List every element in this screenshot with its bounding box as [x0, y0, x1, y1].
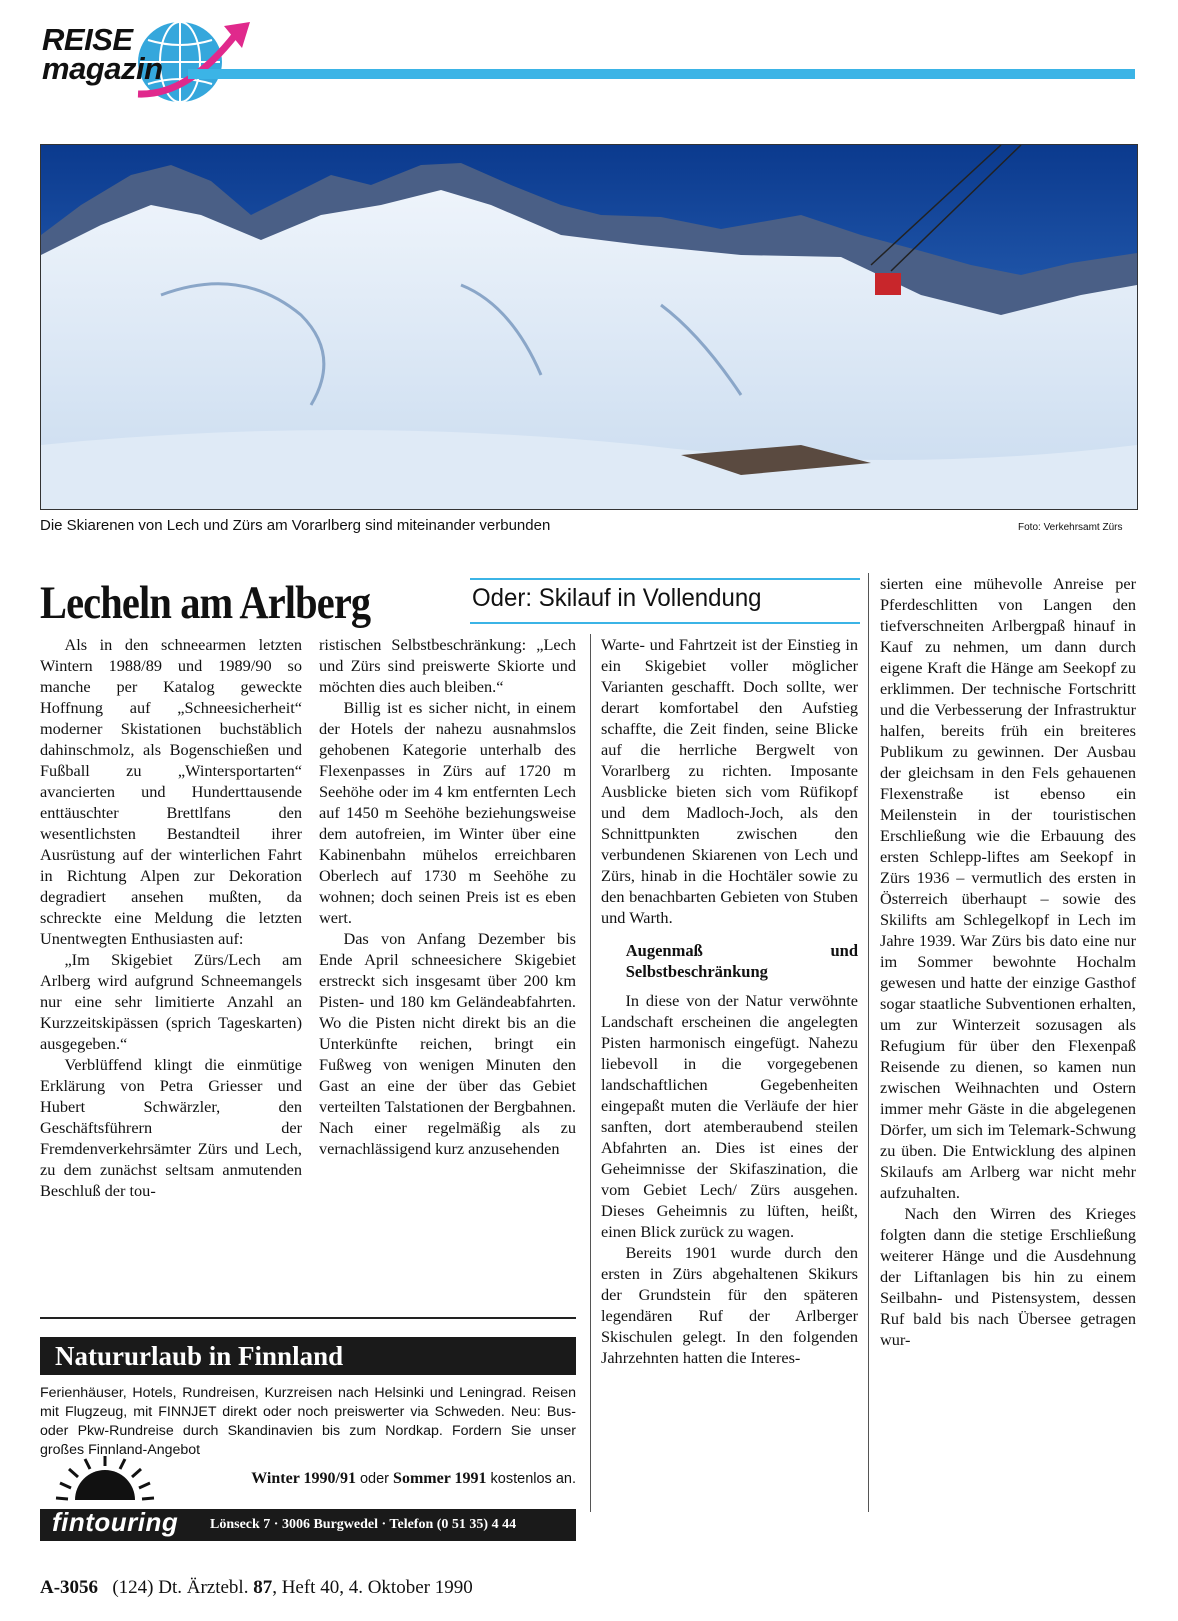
- ad-contact: Lönseck 7 · 3006 Burgwedel · Telefon (0 51 35) 4 44: [210, 1517, 517, 1532]
- paragraph: Verblüffend klingt die einmütige Erklärung von Petra Griesser und Hubert Schwärzler, den Geschäftsführern der Fremdenverkehrsämter Zürs und Lech, zu dem zunächst seltsam anmutenden Beschluß der tou-: [40, 1055, 302, 1200]
- ad-oder: oder: [359, 1471, 390, 1487]
- header-rule: [188, 69, 1135, 79]
- mountain-photo: [40, 144, 1138, 510]
- ad-title: Natururlaub in Finnland: [55, 1341, 344, 1371]
- article-column-3: [601, 634, 858, 1368]
- page-footer: [40, 1577, 473, 1599]
- paragraph: Nach den Wirren des Krieges folgten dann die stetige Erschließung weiterer Hänge und die Ausdehnung der Liftanlagen bis hin zu einem Seilbahn- und Pistensystem, dessen Ruf bald bis nach Übersee getragen wur-: [880, 1204, 1136, 1349]
- magazine-logo: [42, 24, 182, 84]
- ad-body-text: Ferienhäuser, Hotels, Rundreisen, Kurzreisen nach Helsinki und Leningrad. Reisen mit Flugzeug, mit FINNJET direkt oder noch preiswerter via Schweden. Neu: Bus- oder Pkw-Rundreise durch Skandinavien bis zum Nordkap. Fordern Sie unser großes Finnland-Angebot: [40, 1385, 576, 1458]
- page-code: A-3056: [40, 1577, 99, 1598]
- paragraph: Billig ist es sicher nicht, in einem der Hotels der nahezu ausnahmslos gehobenen Kategorie unterhalb des Flexenpasses in Zürs auf 1720 m Seehöhe oder im 4 km entfernten Lech auf 1450 m Seehöhe beziehungsweise dem autofreien, im Winter über eine Kabinenbahn mühelos erreichbaren Oberlech auf 1730 m Seehöhe zu wohnen; doch seinen Preis ist es eben wert.: [319, 698, 576, 927]
- paragraph: Warte- und Fahrtzeit ist der Einstieg in ein Skigebiet voller möglicher Varianten geschafft. Doch sollte, wer derart komfortabel den Aufstieg schaffte, die Zeit finden, seine Blicke auf die herrliche Bergwelt von Vorarlberg zu richten. Imposante Ausblicke bieten sich vom Rüfikopf und dem Madloch-Joch, als den Schnittpunkten zwischen den verbundenen Skiarenen von Lech und Zürs, hinab in die Hochtäler sowie zu den benachbarten Gebieten von Stuben und Warth.: [601, 635, 858, 927]
- column-divider: [590, 634, 591, 1512]
- paragraph: In diese von der Natur verwöhnte Landschaft erscheinen die angelegten Pisten harmonisch eingefügt. Nahezu liebevoll in die vorgegebenen landschaftlichen Gegebenheiten eingepaßt muten die Verläufe der hier sanften, dort atemberaubend steilen Abfahrten an. Dies ist eines der Geheimnisse der Skifaszination, die vom Gebiet Lech/ Zürs ausgehen. Dieses Geheimnis zu lüften, heißt, einen Blick zurück zu wagen.: [601, 991, 858, 1241]
- section-heading: Augenmaß und Selbstbeschränkung: [625, 941, 858, 981]
- citation: (124) Dt. Ärztebl.: [112, 1577, 249, 1598]
- logo-word-magazin: magazin: [42, 51, 163, 86]
- paragraph: Als in den schneearmen letzten Wintern 1988/89 und 1989/90 so manche per Katalog geweckte Hoffnung auf „Schneesicherheit“ moderner Skistationen buchstäblich dahinschmolz, als Bogenschießen und Fußball zu „Wintersportarten“ avancierten und Hunderttausende enttäuschter Brettlfans den wesentlichsten Bestandteil ihrer Ausrüstung auf der winterlichen Fahrt in Richtung Alpen zur Dekoration degradiert ansehen mußten, da schreckte eine Meldung die letzten Unentwegten Enthusiasten auf:: [40, 635, 302, 948]
- logo-word-reise: REISE: [42, 22, 133, 57]
- paragraph: „Im Skigebiet Zürs/Lech am Arlberg wird aufgrund Schneemangels nur eine sehr limitierte Anzahl an Kurzzeitskipässen (sprich Tageskarten) ausgegeben.“: [40, 950, 302, 1053]
- column-divider: [868, 573, 869, 1512]
- article-column-4: [880, 573, 1136, 1350]
- volume: 87: [253, 1577, 273, 1598]
- citation-rest: , Heft 40, 4. Oktober 1990: [272, 1577, 473, 1598]
- article-column-2: [319, 634, 576, 1159]
- paragraph: Das von Anfang Dezember bis Ende April schneesichere Skigebiet erstreckt sich insgesamt über 200 km Pisten- und 180 km Geländeabfahrten. Wo die Pisten nicht direkt bis an die Unterkünfte reichen, bringt ein Fußweg von wenigen Minuten den Gast an eine der über das Gebiet verteilten Talstationen der Bergbahnen. Nach einer regelmäßig als zu vernachlässigend kurz anzusehenden: [319, 929, 576, 1158]
- photo-caption: Die Skiarenen von Lech und Zürs am Vorarlberg sind miteinander verbunden: [40, 517, 551, 534]
- photo-credit: Foto: Verkehrsamt Zürs: [1018, 522, 1123, 533]
- ad-season-line: [40, 1470, 576, 1488]
- ad-winter: Winter 1990/91: [251, 1470, 356, 1487]
- ad-brand-logo: fintouring: [52, 1507, 179, 1537]
- ad-summer: Sommer 1991: [393, 1470, 487, 1487]
- article-column-1: [40, 634, 302, 1201]
- article-subheadline: Oder: Skilauf in Vollendung: [472, 584, 762, 612]
- paragraph: Bereits 1901 wurde durch den ersten in Zürs abgehaltenen Skikurs der Grundstein für den späteren legendären Ruf der Arlberger Skischulen gelegt. In den folgenden Jahrzehnten hatten die Interes-: [601, 1243, 858, 1367]
- paragraph: sierten eine mühevolle Anreise per Pferdeschlitten von Langen den tiefverschneiten Arlbergpaß hinauf in Kauf zu nehmen, um dann durch eigene Kraft die Hänge am Seekopf zu erklimmen. Der technische Fortschritt und die Verbesserung der Infrastruktur halfen, bereits früh ein breiteres Publikum zu gewinnen. Der Ausbau der gleichsam in den Fels gehauenen Flexenstraße ist ebenso ein Meilenstein in der touristischen Erschließung wie die Erbauung des ersten Schlepp-liftes am Seekopf in Zürs 1936 – vermutlich des ersten in Österreich überhaupt – sowie des Skilifts am Schlegelkopf in Lech im Jahre 1939. War Zürs bis dato eine nur im Sommer bewohnte Hochalm gewesen und hatte der einzige Gasthof sogar staatliche Subventionen erhalten, um zur Winterzeit sozusagen als Refugium für über den Flexenpaß Reisende zu dienen, so kamen nun zwischen Weihnachten und Ostern immer mehr Gäste in die abgelegenen Dörfer, um sich im Telemark-Schwung zu üben. Die Entwicklung des alpinen Skilaufs am Arlberg war nicht mehr aufzuhalten.: [880, 574, 1136, 1202]
- ad-kostenlos: kostenlos an.: [490, 1471, 576, 1487]
- ad-top-rule: [40, 1317, 576, 1319]
- paragraph: ristischen Selbstbeschränkung: „Lech und Zürs sind preiswerte Skiorte und möchten dies auch bleiben.“: [319, 635, 576, 696]
- article-headline: Lecheln am Arlberg: [40, 577, 371, 629]
